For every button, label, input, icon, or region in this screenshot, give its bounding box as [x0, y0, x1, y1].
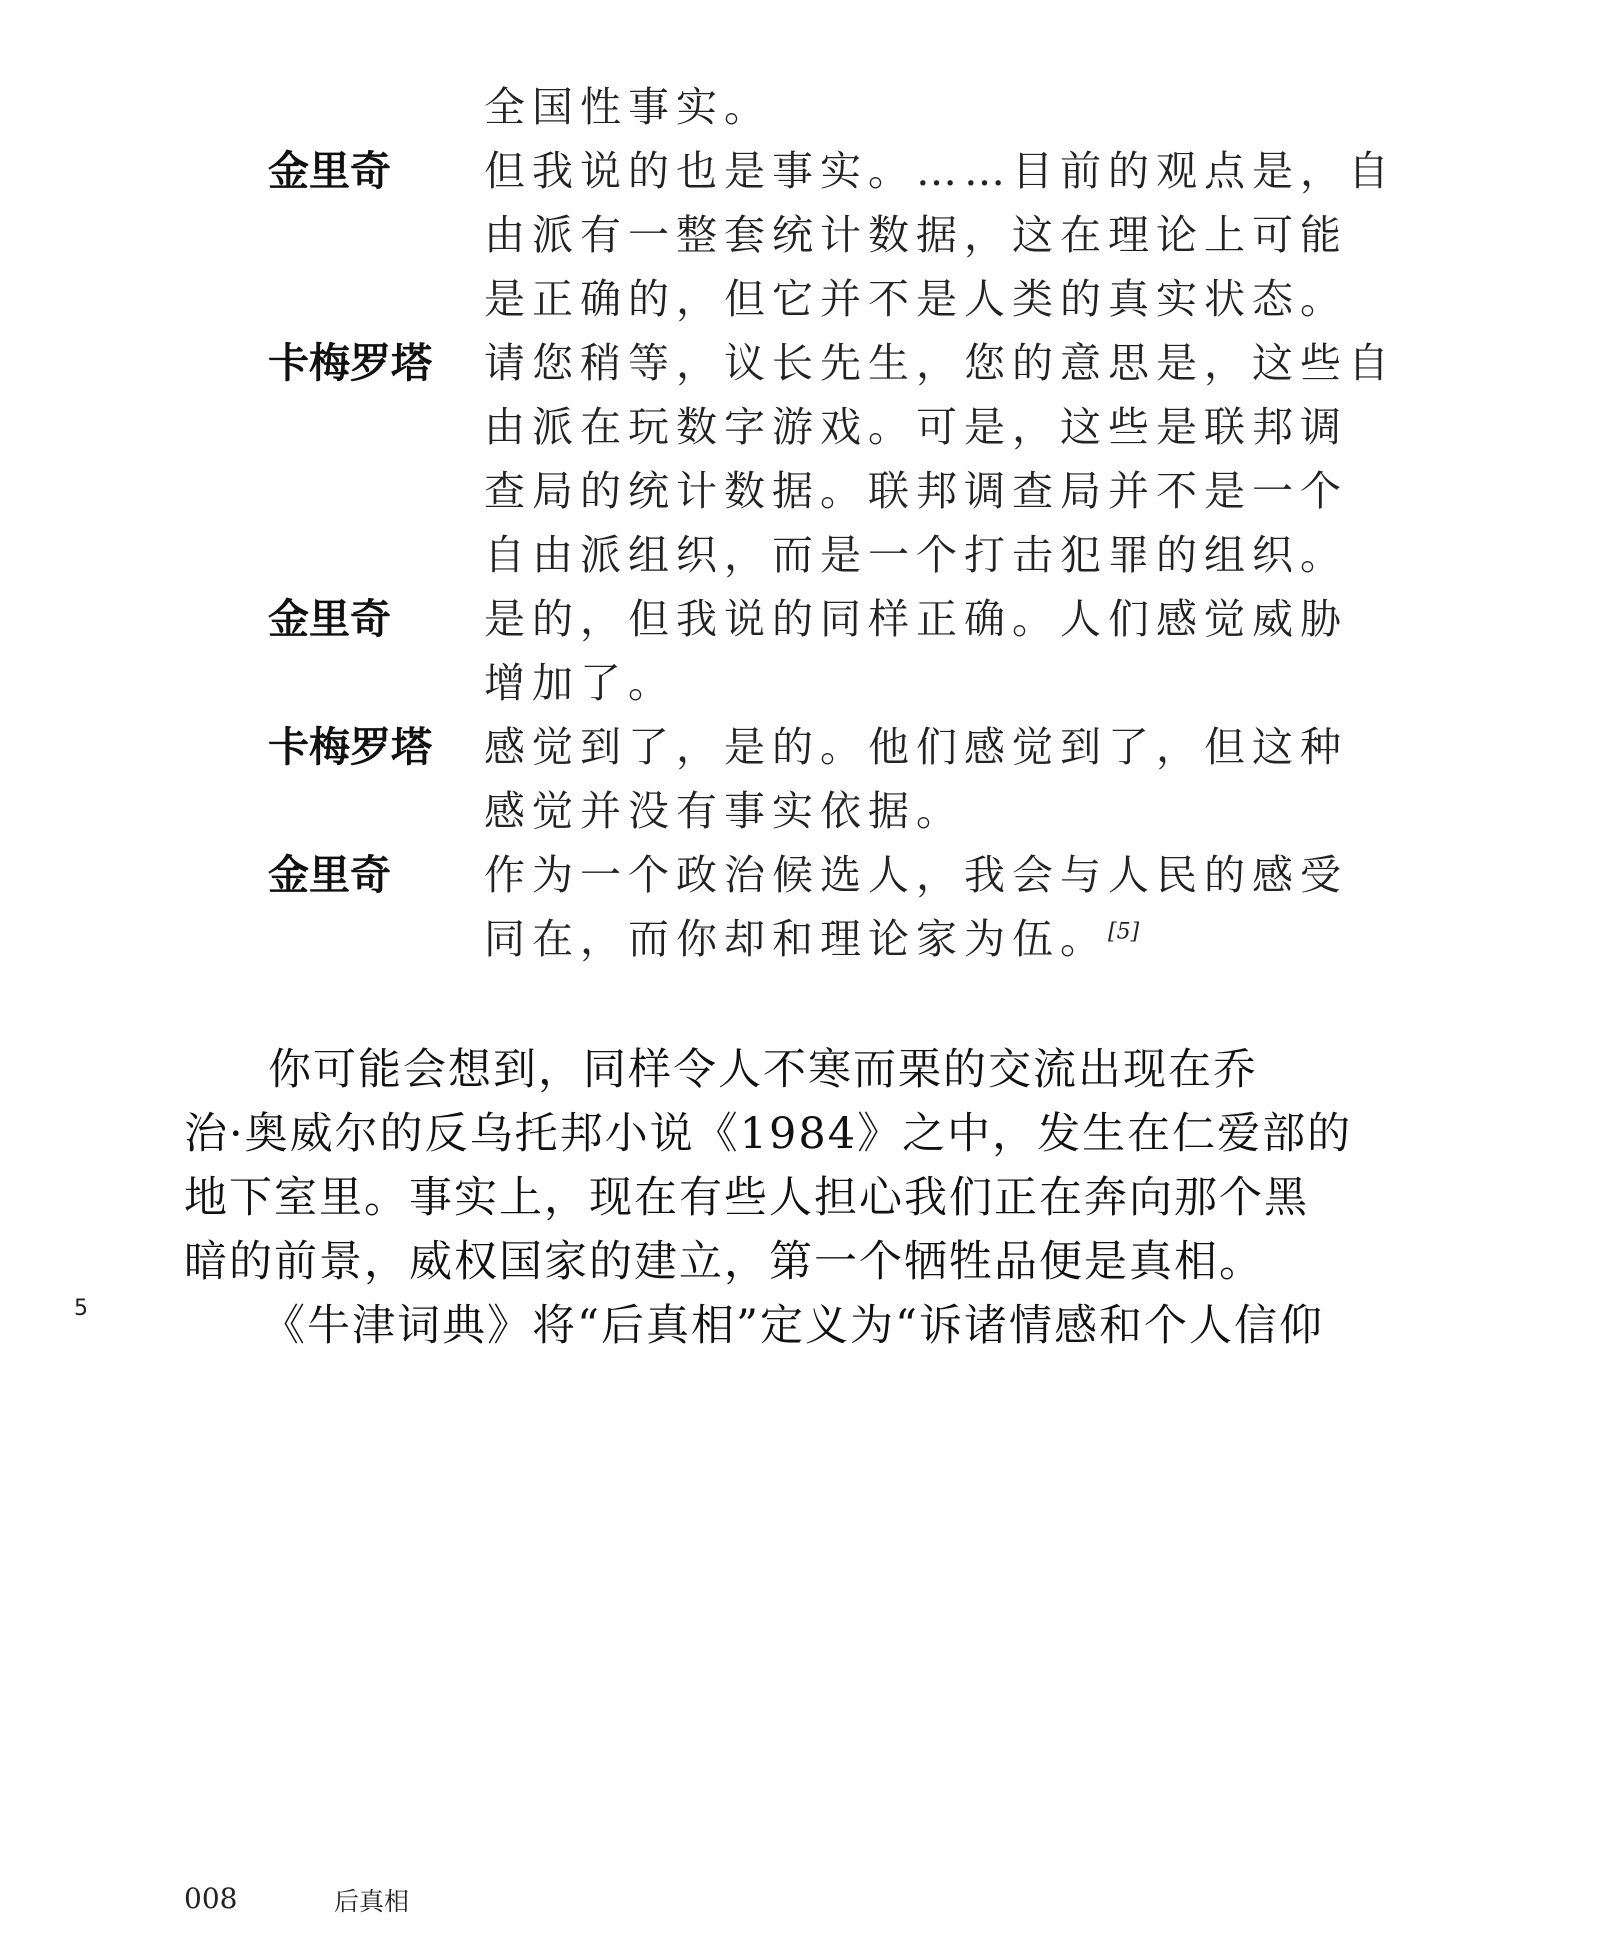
speaker-name: 金里奇 — [268, 595, 391, 643]
footnote-reference[interactable]: [5] — [1108, 919, 1140, 945]
dialogue-line: 感觉并没有事实依据。 — [484, 787, 964, 835]
page-number: 008 — [184, 1882, 238, 1915]
speaker-name: 金里奇 — [268, 851, 391, 899]
paragraph-line: 《牛津词典》将“后真相”定义为“诉诸情感和个人信仰 — [262, 1301, 1324, 1351]
dialogue-line: 是的，但我说的同样正确。人们感觉威胁 — [484, 595, 1348, 643]
dialogue-line: 感觉到了，是的。他们感觉到了，但这种 — [484, 723, 1348, 771]
paragraph-line: 暗的前景，威权国家的建立，第一个牺牲品便是真相。 — [184, 1237, 1264, 1287]
dialogue-line: 由派有一整套统计数据，这在理论上可能 — [484, 211, 1348, 259]
speaker-name: 卡梅罗塔 — [268, 339, 432, 387]
dialogue-line — [484, 906, 1139, 965]
dialogue-line: 增加了。 — [484, 659, 676, 707]
dialogue-line: 请您稍等，议长先生，您的意思是，这些自 — [484, 339, 1396, 387]
margin-number: 5 — [74, 1296, 88, 1321]
dialogue-text: 同在，而你却和理论家为伍。 — [484, 915, 1108, 963]
speaker-name: 金里奇 — [268, 147, 391, 195]
speaker-name: 卡梅罗塔 — [268, 723, 432, 771]
dialogue-line: 全国性事实。 — [484, 83, 772, 131]
paragraph-line: 你可能会想到，同样令人不寒而栗的交流出现在乔 — [268, 1045, 1258, 1095]
dialogue-line: 是正确的，但它并不是人类的真实状态。 — [484, 275, 1348, 323]
dialogue-line: 由派在玩数字游戏。可是，这些是联邦调 — [484, 403, 1348, 451]
paragraph-line: 治·奥威尔的反乌托邦小说《1984》之中，发生在仁爱部的 — [184, 1109, 1353, 1159]
dialogue-line: 作为一个政治候选人，我会与人民的感受 — [484, 851, 1348, 899]
dialogue-line: 但我说的也是事实。……目前的观点是，自 — [484, 147, 1396, 195]
paragraph-line: 地下室里。事实上，现在有些人担心我们正在奔向那个黑 — [184, 1173, 1309, 1223]
dialogue-line: 自由派组织，而是一个打击犯罪的组织。 — [484, 531, 1348, 579]
running-title: 后真相 — [334, 1887, 410, 1916]
dialogue-line: 查局的统计数据。联邦调查局并不是一个 — [484, 467, 1348, 515]
